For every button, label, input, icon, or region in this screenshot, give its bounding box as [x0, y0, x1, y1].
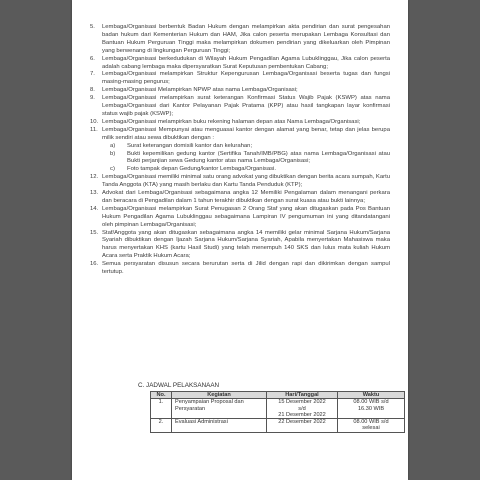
cell-hari: 15 Desember 2022 s/d 21 Desember 2022 [267, 399, 338, 419]
requirements-list [90, 24, 390, 277]
list-item: 11. Lembaga/Organisasi Mempunyai atau menguasai kantor dengan alamat yang benar, tetap dan jelas berupa milik sendiri atau sewa dibuktikan dengan : [90, 126, 390, 141]
list-item: 6. Lembaga/Organisasi berkedudukan di Wilayah Hukum Pengadilan Agama Lubuklinggau, Jika calon peserta adalah cabang lembaga maka dipersyaratkan Surat Keputusan pembentukan Cabang; [90, 55, 390, 70]
cell-no: 1. [151, 399, 172, 419]
list-item: 10. Lembaga/Organisasi melampirkan buku rekening halaman depan atas Nama Lembaga/Organisasi; [90, 118, 361, 125]
list-item: 16. Semua persyaratan disusun secara berurutan serta di Jilid dengan rapi dan dikirimkan dengan sampul tertutup. [90, 261, 390, 276]
list-item: 8. Lembaga/Organisasi Melampirkan NPWP atas nama Lembaga/Organisasi; [90, 87, 298, 94]
cell-waktu: 08.00 WIB s/d selesai [338, 419, 405, 433]
cell-no: 2. [151, 419, 172, 433]
schedule-table [150, 391, 405, 433]
sub-list-item: c) Foto tampak depan Gedung/kantor Lembaga/Organisasi. [110, 166, 276, 173]
header-hari: Hari/Tanggal [267, 392, 338, 399]
list-item: 15. Staf/Anggota yang akan ditugaskan sebagaimana angka 14 memiliki gelar minimal Sarjana Hukum/Sarjana Syariah dibuktikan dengan Ijazah Sarjana Hukum/Sarjana Syariah, Apabila menyertakan Mahasiswa maka harus menyertakan KHS (kartu Hasil Studi) yang telah menempuh 140 SKS dan lulus mata kuliah Hukum Acara serta Praktik Hukum Acara; [90, 229, 390, 260]
list-item: 7. Lembaga/Organisasi melampirkan Struktur Kepengurusan Lembaga/Organisasi beserta tugas dan fungsi masing-masing pengurus; [90, 71, 390, 86]
list-item: 13. Advokat dari Lembaga/Organisasi sebagaimana angka 12 Memiliki Pengalaman dalam menangani perkara dan beracara di Pengadilan dalam 1 tahun terakhir dibuktikan dengan surat kuasa atau bukti lainnya; [90, 190, 390, 204]
header-no: No. [151, 392, 172, 399]
list-item: 14. Lembaga/Organisasi melampirkan Surat Penugasan 2 Orang Staf yang akan ditugaskan pada Pos Bantuan Hukum Pengadilan Agama Lubuklinggau sebagaimana Lampiran IV pengumuman ini yang ditandatangani oleh pimpinan Lembaga/Organisasi; [90, 205, 390, 228]
cell-waktu: 08.00 WIB s/d 16.30 WIB [338, 399, 405, 419]
header-kegiatan: Kegiatan [172, 392, 267, 399]
table-row [151, 399, 405, 419]
sub-list-item: a) Surat keterangan domisili kantor dan kelurahan; [110, 142, 253, 149]
list-item: 5. Lembaga/Organisasi berbentuk Badan Hukum dengan melampirkan akta pendirian dan surat pengesahan badan hukum dari Kementerian Hukum dan HAM, Jika calon peserta merupakan Lembaga Konsultasi dan Bantuan Hukum Perguruan Tinggi maka melampirkan dokumen pendirian yang dikeluarkan oleh Pimpinan yang berwenang di lingkungan Perguruan Tinggi; [90, 24, 390, 54]
header-waktu: Waktu [338, 392, 405, 399]
table-row [151, 419, 405, 433]
sub-list-item: b) Bukti kepemilikan gedung kantor (Sertifika Tanah/IMB/PBG) atas nama Lembaga/Organisasi atau Bukti perjanjian sewa Gedung kantor atas nama Lembaga/Organisasi; [110, 150, 390, 165]
list-item: 12. Lembaga/Organisasi memiliki minimal satu orang advokat yang dibuktikan dengan berita acara sumpah, Kartu Tanda Anggota (KTA) yang masih berlaku dan Kartu Tanda Penduduk (KTP); [90, 174, 390, 189]
list-item: 9. Lembaga/Organisasi melampirkan surat keterangan Konfirmasi Status Wajib Pajak (KSWP) atas nama Lembaga/Organisasi dari Kantor Pelayanan Pajak Pratama (KPP) atau hasil tangkapan layar konfirmasi status wajib pajak (KSWP); [90, 95, 390, 117]
cell-kegiatan: Penyampaian Proposal dan Persyaratan [172, 399, 267, 419]
cell-kegiatan: Evaluasi Administrasi [172, 419, 267, 433]
table-header-row [151, 392, 405, 399]
cell-hari: 22 Desember 2022 [267, 419, 338, 433]
section-heading: C. JADWAL PELAKSANAAN [138, 382, 220, 389]
